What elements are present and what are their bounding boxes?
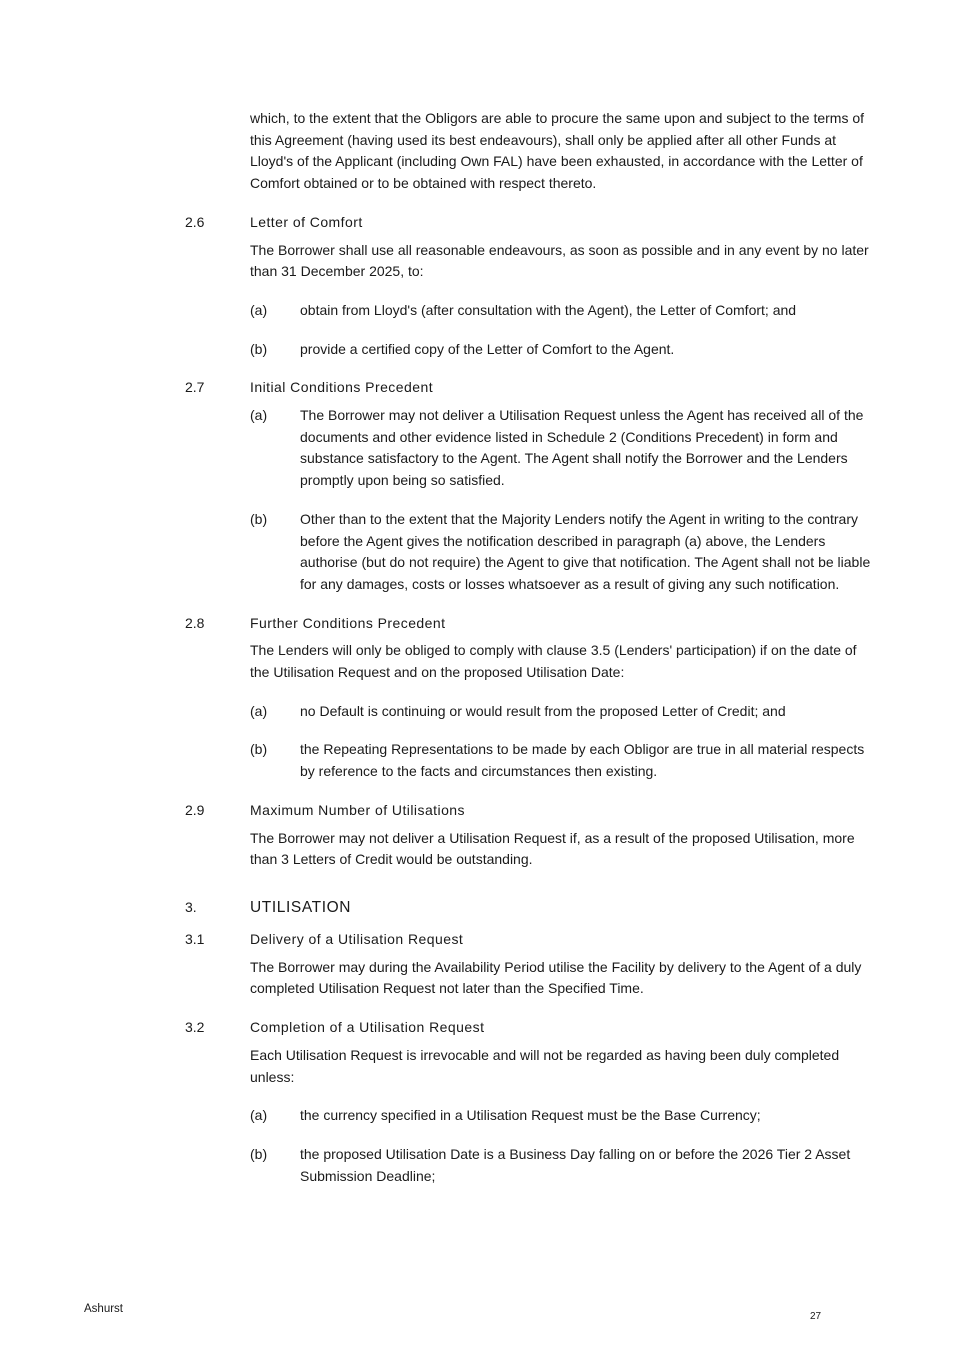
paragraph: The Lenders will only be obliged to comply with clause 3.5 (Lenders' participation) if on the date of the Utilisation Request and on the proposed Utilisation Date: — [250, 642, 857, 681]
item-label: (b) — [250, 340, 268, 357]
item-label: (b) — [250, 741, 268, 758]
item-text: Other than to the extent that the Majority Lenders notify the Agent in writing to the contrary before the Agent gives the notification described in paragraph (a) above, the Lenders authorise (but do not require) the Agent to give that notification. The Agent shall not be liable for any damages, costs or losses whatsoever as a result of giving any such notification. — [300, 510, 871, 592]
paragraph: The Borrower may not deliver a Utilisation Request if, as a result of the proposed Utilisation, more than 3 Letters of Credit would be outstanding. — [250, 829, 855, 868]
list-item — [250, 1105, 872, 1127]
list-item — [250, 405, 872, 492]
clause-number: 3.2 — [185, 1019, 205, 1036]
paragraph: Each Utilisation Request is irrevocable and will not be regarded as having been duly completed unless: — [250, 1046, 840, 1085]
item-text: obtain from Lloyd's (after consultation with the Agent), the Letter of Comfort; and — [300, 301, 797, 318]
item-text: provide a certified copy of the Letter of Comfort to the Agent. — [300, 340, 675, 357]
clause-heading: Maximum Number of Utilisations — [250, 801, 465, 818]
list-item — [250, 300, 872, 322]
page-number: 27 — [810, 1311, 822, 1322]
clause-number: 2.7 — [185, 379, 205, 396]
paragraph: The Borrower may during the Availability Period utilise the Facility by delivery to the Agent of a duly completed Utilisation Request not later than the Specified Time. — [250, 958, 862, 997]
clause-heading: Initial Conditions Precedent — [250, 379, 434, 396]
clause-number: 2.8 — [185, 614, 205, 631]
clause-number: 2.6 — [185, 213, 205, 230]
clause-2-7 — [185, 377, 872, 612]
clause-2-8 — [185, 613, 872, 800]
item-label: (a) — [250, 702, 268, 719]
clause-heading: Completion of a Utilisation Request — [250, 1019, 485, 1036]
item-text: The Borrower may not deliver a Utilisation Request unless the Agent has received all of the documents and other evidence listed in Schedule 2 (Conditions Precedent) in form and substance satisfactory to the Agent. The Agent shall notify the Borrower and the Lenders promptly upon being so satisfied. — [300, 407, 864, 489]
clause-number: 3. — [185, 898, 197, 915]
item-text: the currency specified in a Utilisation Request must be the Base Currency; — [300, 1107, 761, 1124]
footer-brand: Ashurst — [84, 1303, 123, 1315]
clause-heading: Letter of Comfort — [250, 213, 363, 230]
clause-2-9 — [185, 800, 872, 888]
item-label: (a) — [250, 301, 268, 318]
clause-number: 2.9 — [185, 801, 205, 818]
clause-heading: Delivery of a Utilisation Request — [250, 930, 464, 947]
document-content — [185, 108, 872, 1204]
item-text: no Default is continuing or would result from the proposed Letter of Credit; and — [300, 702, 786, 719]
clause-heading: Further Conditions Precedent — [250, 614, 446, 631]
item-label: (b) — [250, 1145, 268, 1162]
clause-3-2 — [185, 1017, 872, 1204]
list-item — [250, 739, 872, 782]
item-text: the Repeating Representations to be made by each Obligor are true in all material respects by reference to the facts and circumstances then existing. — [300, 741, 865, 780]
item-label: (b) — [250, 510, 268, 527]
section-3 — [185, 897, 872, 919]
list-item — [250, 339, 872, 361]
clause-2-6 — [185, 212, 872, 378]
item-label: (a) — [250, 1107, 268, 1124]
item-label: (a) — [250, 407, 268, 424]
list-item — [250, 1144, 872, 1187]
paragraph: The Borrower shall use all reasonable endeavours, as soon as possible and in any event by no later than 31 December 2025, to: — [250, 241, 869, 280]
list-item — [250, 701, 872, 723]
section-heading: UTILISATION — [250, 898, 352, 916]
clause-number: 3.1 — [185, 930, 205, 947]
list-item — [250, 509, 872, 596]
item-text: the proposed Utilisation Date is a Business Day falling on or before the 2026 Tier 2 Asset Submission Deadline; — [300, 1145, 851, 1184]
clause-3-1 — [185, 929, 872, 1017]
paragraph: which, to the extent that the Obligors are able to procure the same upon and subject to the terms of this Agreement (having used its best endeavours), shall only be applied after all other Funds at Lloyd's of the Applicant (including Own FAL) have been exhausted, in accordance with the Letter of Comfort obtained or to be obtained with respect thereto. — [250, 110, 865, 192]
